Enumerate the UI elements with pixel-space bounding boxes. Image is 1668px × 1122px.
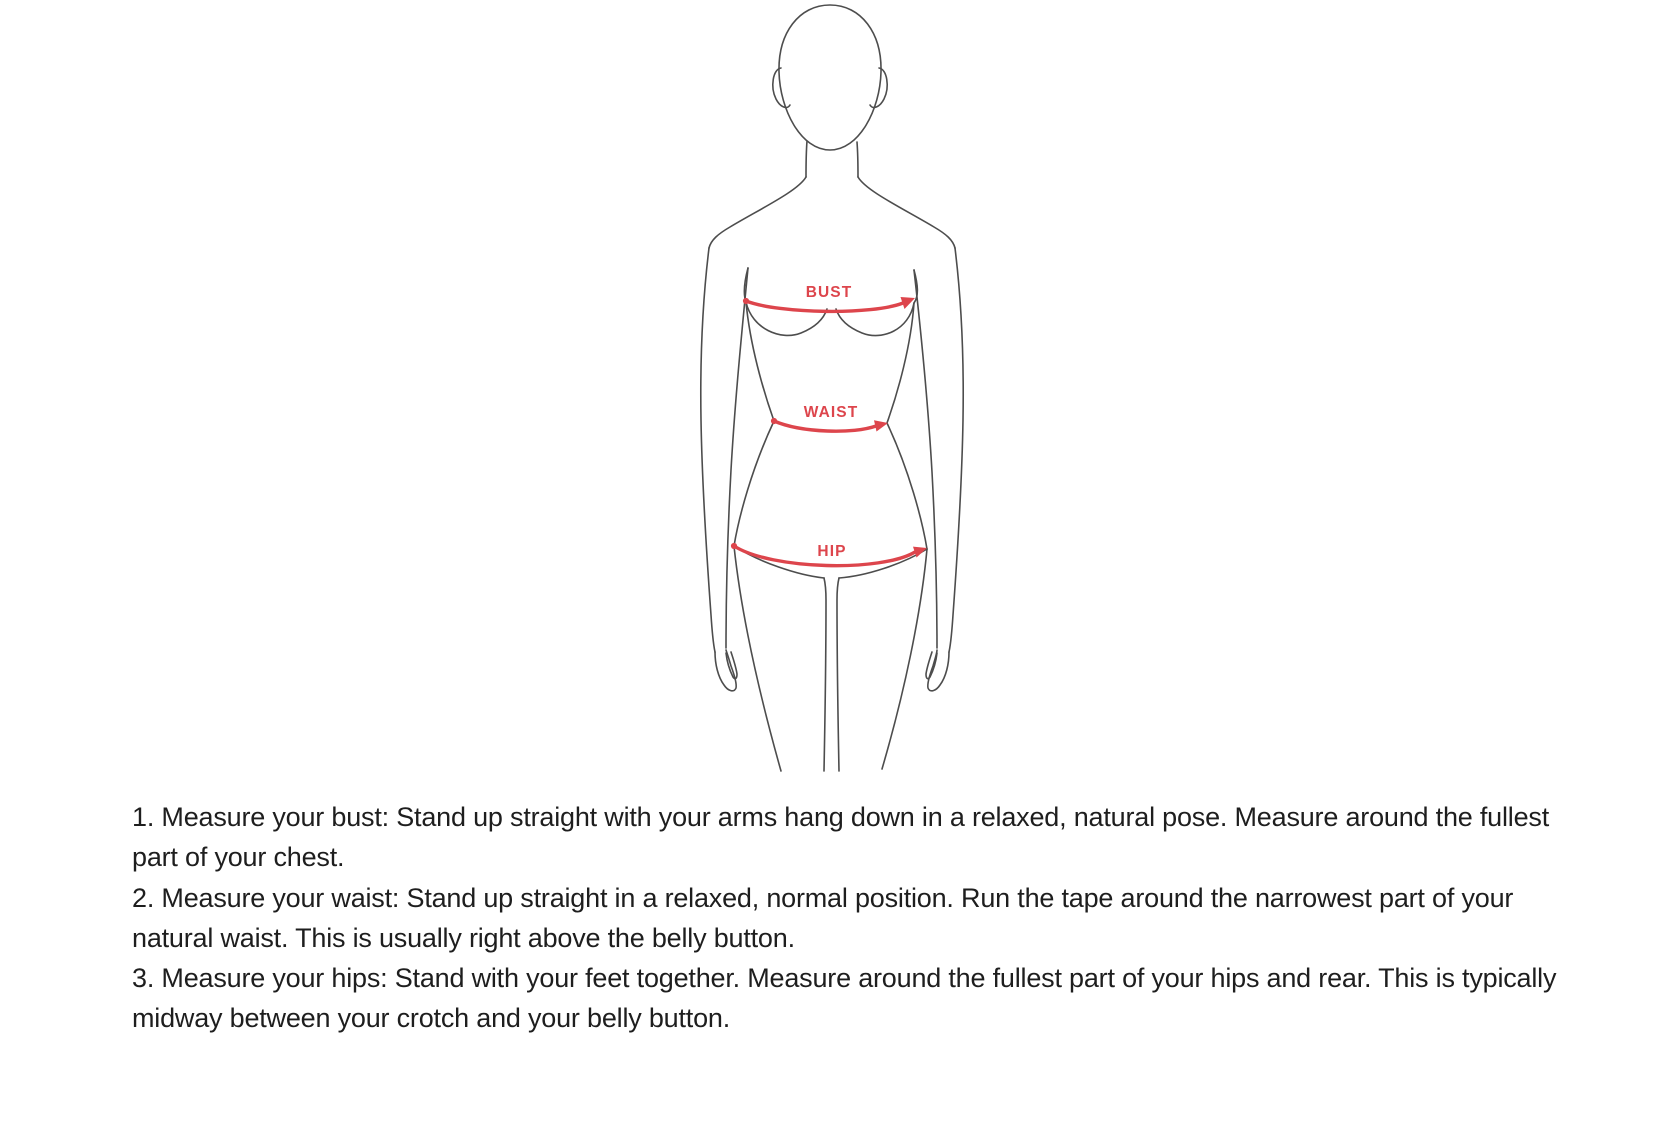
waist-measure-line <box>774 421 876 431</box>
hip-line-start <box>731 543 737 549</box>
instruction-item-3 <box>132 958 1557 1039</box>
head-outline <box>779 5 881 150</box>
measurement-lines <box>731 297 927 566</box>
outer-arm-right <box>949 248 963 652</box>
shoulder-left <box>709 177 806 248</box>
inner-leg-right <box>837 578 839 771</box>
inner-arm-left <box>726 268 748 648</box>
hip-label: HIP <box>817 543 847 560</box>
instruction-line: 1. Measure your bust: Stand up straight with your arms hang down in a relaxed, natural pose. Measure around the fullest <box>132 802 1550 832</box>
neck-right <box>857 142 858 177</box>
bust-measure-line <box>746 301 903 311</box>
waist-arrowhead-icon <box>874 420 888 431</box>
bust-label: BUST <box>805 284 853 301</box>
outer-thigh-right <box>882 549 927 769</box>
bust-curve-left <box>746 302 827 335</box>
body-measurement-figure <box>630 0 1030 780</box>
torso-side-left <box>734 268 774 546</box>
outer-arm-left <box>701 248 715 652</box>
instruction-item-1 <box>132 797 1552 878</box>
waist-label: WAIST <box>803 404 859 421</box>
waist-line-start <box>771 418 777 424</box>
instruction-line: part of your chest. <box>132 842 345 873</box>
neck-left <box>806 141 807 177</box>
instruction-item-2 <box>132 878 1552 959</box>
instruction-line: 3. Measure your hips: Stand with your feet together. Measure around the fullest part of your hips and rear. This is typically <box>132 963 1557 994</box>
inner-arm-right <box>914 270 937 648</box>
inner-leg-left <box>824 578 826 771</box>
bust-line-start <box>743 298 749 304</box>
shoulder-right <box>858 177 955 248</box>
instruction-line: midway between your crotch and your belly button. <box>132 1003 731 1034</box>
outer-thigh-left <box>734 546 781 771</box>
torso-side-right <box>887 270 927 549</box>
figure-outline <box>701 5 963 771</box>
instruction-line: 2. Measure your waist: Stand up straight in a relaxed, normal position. Run the tape around the narrowest part of your <box>132 882 1514 913</box>
instructions <box>132 797 1557 1039</box>
instruction-line: natural waist. This is usually right above the belly button. <box>132 922 795 953</box>
